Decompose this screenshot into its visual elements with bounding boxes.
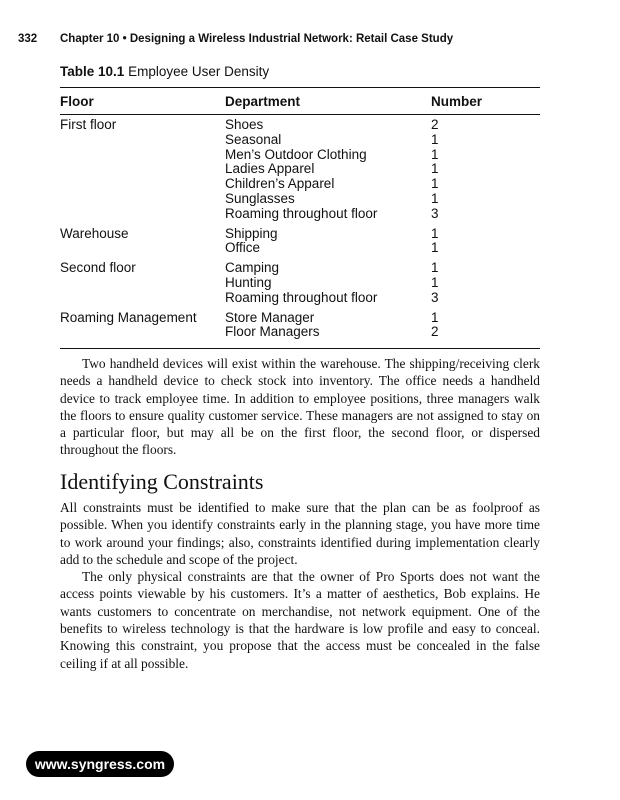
section-heading: Identifying Constraints <box>60 469 264 494</box>
department-name: Shoes <box>225 117 264 132</box>
department-name: Hunting <box>225 274 272 290</box>
department-name: Men’s Outdoor Clothing <box>225 146 367 162</box>
table-group <box>60 227 540 257</box>
running-title: Chapter 10 • Designing a Wireless Industrial Network: Retail Case Study <box>60 33 454 45</box>
paragraph-2: All constraints must be identified to make sure that the plan can be as foolproof as possible. When you identify constraints early in the planning stage, you have more time to work around your findings; also, constraints identified during implementation clearly add to the schedule and scope of the project. <box>60 500 540 567</box>
page-number: 332 <box>18 33 38 45</box>
paragraph-warehouse <box>60 355 540 459</box>
number-cell <box>431 227 540 257</box>
department-name: Camping <box>225 260 280 276</box>
table-group <box>60 261 540 305</box>
employee-count: 1 <box>431 240 439 256</box>
department-name: Office <box>225 240 261 256</box>
section-body <box>60 499 540 672</box>
employee-count: 2 <box>431 117 439 132</box>
employee-count: 1 <box>431 161 439 177</box>
department-cell <box>225 311 431 341</box>
floor-cell: Roaming Management <box>60 309 197 325</box>
department-name: Roaming throughout floor <box>225 289 378 305</box>
employee-count: 1 <box>431 260 439 276</box>
number-cell <box>431 261 540 305</box>
table-group <box>60 118 540 222</box>
table-group <box>60 311 540 341</box>
department-name: Roaming throughout floor <box>225 205 378 221</box>
table-caption <box>60 64 269 79</box>
department-name: Sunglasses <box>225 190 295 206</box>
department-name: Shipping <box>225 225 278 241</box>
department-name: Seasonal <box>225 131 282 147</box>
floor-cell: Warehouse <box>60 225 129 241</box>
footer-url[interactable]: www.syngress.com <box>26 751 174 777</box>
running-header <box>18 33 453 45</box>
paragraph-1: Two handheld devices will exist within the warehouse. The shipping/receiving clerk needs a handheld device to check stock into inventory. The office needs a handheld device to track employee time. In addition to employee positions, three managers walk the floors to ensure quality customer service. These managers are not assigned to stay on a particular floor, but may all be on the first floor, the second floor, or dispersed throughout the floors. <box>60 356 540 458</box>
column-header-department: Department <box>225 94 301 109</box>
column-header-number: Number <box>431 94 483 109</box>
department-name: Ladies Apparel <box>225 161 315 177</box>
floor-cell: Second floor <box>60 260 136 276</box>
department-cell <box>225 118 431 222</box>
employee-count: 1 <box>431 309 439 325</box>
paragraph-3: The only physical constraints are that the owner of Pro Sports does not want the access points viewable by his customers. It’s a matter of aesthetics, Bob explains. He wants customers to concentrate on merchandise, not network equipment. One of the benefits to wireless technology is that the hardware is low profile and easy to conceal. Knowing this constraint, you propose that the access must be concealed in the false ceiling if at all possible. <box>60 569 540 671</box>
employee-count: 1 <box>431 225 439 241</box>
employee-count: 1 <box>431 146 439 162</box>
employee-count: 1 <box>431 131 439 147</box>
table-label: Table 10.1 <box>60 64 125 79</box>
table-title: Employee User Density <box>128 64 270 79</box>
employee-count: 1 <box>431 176 439 192</box>
column-header-floor: Floor <box>60 94 94 109</box>
table-top-rule <box>60 87 540 88</box>
table-body <box>60 118 540 345</box>
table-header-rule <box>60 114 540 115</box>
number-cell <box>431 118 540 222</box>
floor-cell: First floor <box>60 117 117 132</box>
department-name: Floor Managers <box>225 324 320 340</box>
employee-count: 1 <box>431 190 439 206</box>
department-name: Store Manager <box>225 309 315 325</box>
department-name: Children’s Apparel <box>225 176 335 192</box>
employee-count: 2 <box>431 324 439 340</box>
employee-count: 3 <box>431 205 439 221</box>
employee-count: 1 <box>431 274 439 290</box>
employee-count: 3 <box>431 289 439 305</box>
department-cell <box>225 261 431 305</box>
table-bottom-rule <box>60 348 540 349</box>
number-cell <box>431 311 540 341</box>
department-cell <box>225 227 431 257</box>
